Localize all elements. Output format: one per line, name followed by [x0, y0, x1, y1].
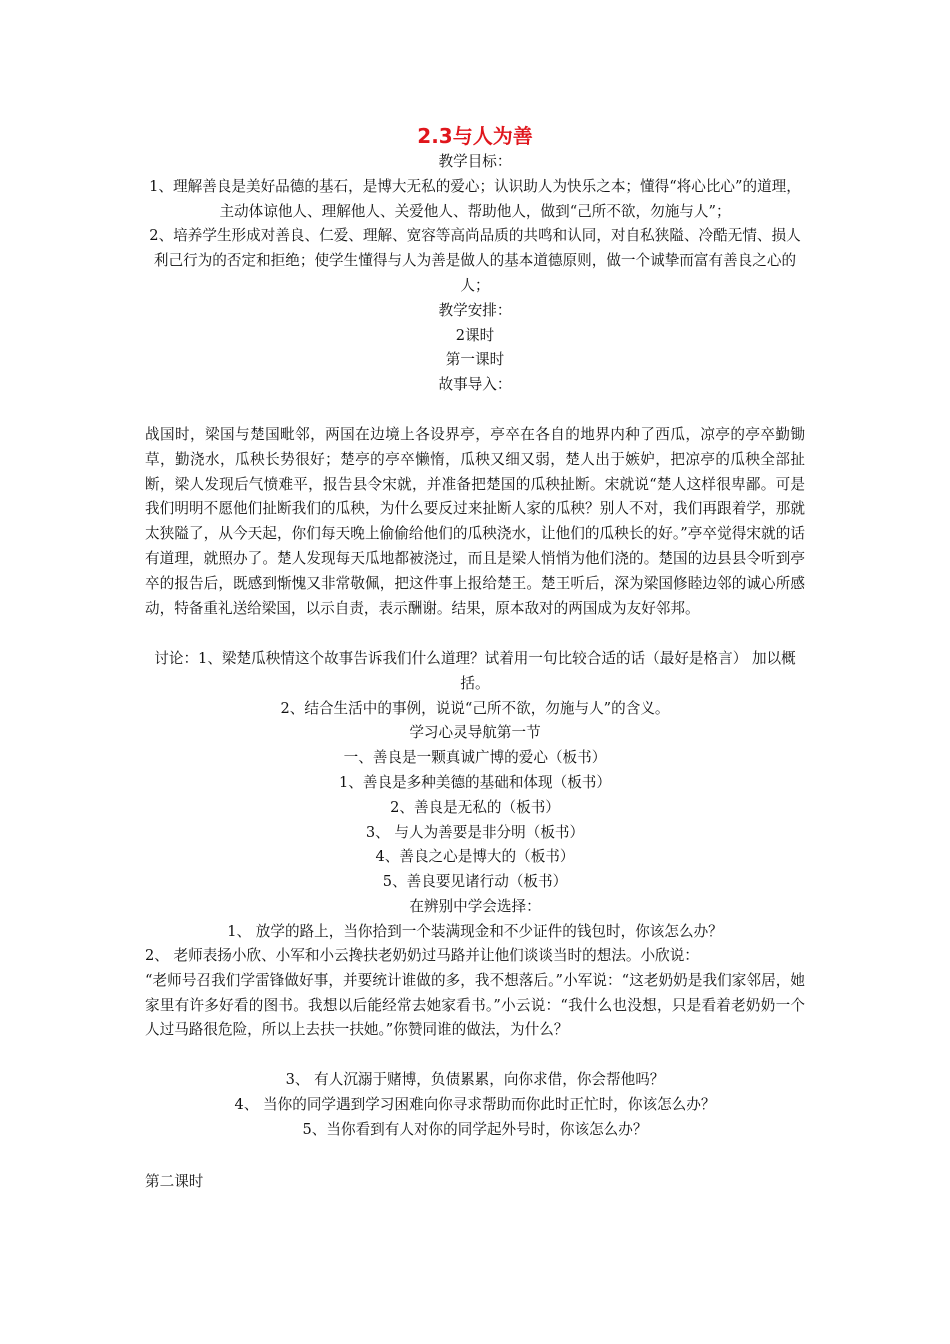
arrangement-heading: 教学安排： — [438, 301, 512, 319]
discussion-section — [145, 647, 805, 945]
objectives-heading: 教学目标： — [438, 153, 512, 170]
objectives-section — [145, 150, 805, 398]
question-4: 4、 当你的同学遇到学习困难向你寻求帮助而你此时正忙时，你该怎么办？ — [234, 1095, 716, 1113]
discussion-1: 讨论：1、梁楚瓜秧情这个故事告诉我们什么道理？试着用一句比较合适的话（最好是格言） 加以概括。 — [154, 650, 796, 692]
question-2-lead: 2、 老师表扬小欣、小军和小云搀扶老奶奶过马路并让他们谈谈当时的想法。小欣说： — [145, 947, 699, 964]
question-3: 3、 有人沉溺于赌博，负债累累，向你求借，你会帮他吗？ — [285, 1071, 665, 1088]
lesson-two-heading: 第二课时 — [145, 1173, 204, 1190]
objective-1: 1、理解善良是美好品德的基石，是博大无私的爱心；认识助人为快乐之本；懂得“将心比心”的道理，主动体谅他人、理解他人、关爱他人、帮助他人，做到“己所不欲，勿施与人”； — [149, 177, 801, 220]
choice-heading: 在辨别中学会选择： — [409, 897, 541, 915]
lesson-one-heading: 第一课时 — [445, 351, 505, 369]
board-point: 2、善良是无私的（板书） — [390, 798, 560, 816]
board-point: 3、 与人为善要是非分明（板书） — [365, 823, 585, 841]
class-hours: 2课时 — [455, 326, 495, 344]
question-5: 5、当你看到有人对你的同学起外号时，你该怎么办？ — [302, 1120, 648, 1138]
story-section — [145, 423, 805, 621]
question-2-section — [145, 944, 805, 1043]
page-title: 2.3与人为善 — [417, 124, 533, 148]
board-point: 5、善良要见诸行动（板书） — [382, 873, 568, 891]
discussion-2: 2、结合生活中的事例，说说“己所不欲，勿施与人”的含义。 — [280, 699, 670, 717]
story-heading: 故事导入： — [438, 376, 512, 394]
questions-tail-section — [145, 1068, 805, 1142]
story-paragraph: 战国时，梁国与楚国毗邻，两国在边境上各设界亭，亭卒在各自的地界内种了西瓜，凉亭的亭卒勤锄草，勤浇水，瓜秧长势很好；楚亭的亭卒懒惰，瓜秧又细又弱，楚人出于嫉妒，把凉亭的瓜秧全部扯断，梁人发现后气愤难平，报告县令宋就，并准备把楚国的瓜秧扯断。宋就说“楚人这样很卑鄙。可是我们明明不愿他们扯断我们的瓜秧，为什么要反过来扯断人家的瓜秧？别人不对，我们再跟着学，那就太狭隘了，从今天起，你们每天晚上偷偷给他们的瓜秧浇水，让他们的瓜秧长的好。”亭卒觉得宋就的话有道理，就照办了。楚人发现每天瓜地都被浇过，而且是梁人悄悄为他们浇的。楚国的边县县令听到亭卒的报告后，既感到惭愧又非常敬佩，把这件事上报给楚王。楚王听后，深为梁国修睦边邻的诚心所感动，特备重礼送给梁国，以示自责，表示酬谢。结果，原本敌对的两国成为友好邻邦。 — [145, 426, 805, 617]
section-heading: 学习心灵导航第一节 — [409, 724, 541, 742]
question-1: 1、 放学的路上，当你拾到一个装满现金和不少证件的钱包时，你该怎么办？ — [227, 922, 723, 940]
board-point: 1、善良是多种美德的基础和体现（板书） — [339, 773, 611, 791]
question-2-body: “老师号召我们学雷锋做好事，并要统计谁做的多，我不想落后。”小军说：“这老奶奶是我们家邻居，她家里有许多好看的图书。我想以后能经常去她家看书。”小云说：“我什么也没想，只是看着老奶奶一个人过马路很危险，所以上去扶一扶她。”你赞同谁的做法，为什么？ — [145, 971, 805, 1039]
objective-2: 2、培养学生形成对善良、仁爱、理解、宽容等高尚品质的共鸣和认同，对自私狭隘、冷酷无情、损人利己行为的否定和拒绝；使学生懂得与人为善是做人的基本道德原则，做一个诚挚而富有善良之心的人； — [149, 227, 801, 294]
board-point-main: 一、善良是一颗真诚广博的爱心（板书） — [343, 749, 607, 767]
board-point: 4、善良之心是博大的（板书） — [375, 848, 575, 866]
